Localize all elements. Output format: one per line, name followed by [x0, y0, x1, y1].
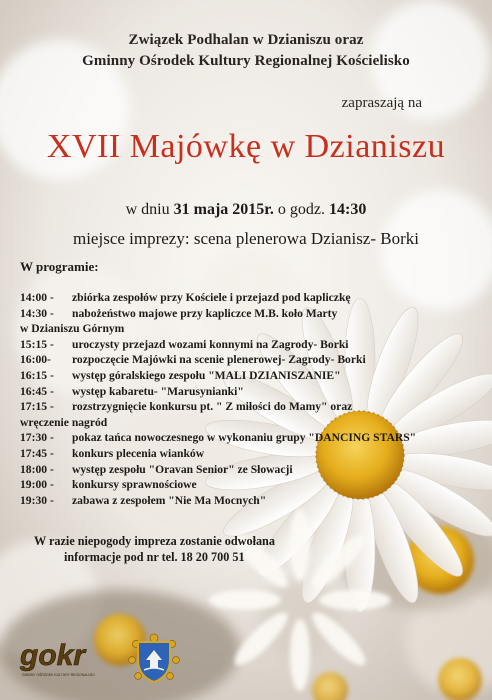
- event-time: 14:30: [329, 201, 367, 218]
- schedule-row-continuation: [20, 321, 482, 337]
- organizer-line-2: Gminny Ośrodek Kultury Regionalnej Kościelisko: [82, 53, 410, 69]
- schedule-time: 17:15 -: [20, 400, 54, 414]
- date-prefix: w dniu: [125, 201, 170, 218]
- schedule-text: zabawa z zespołem "Nie Ma Mocnych": [72, 493, 267, 507]
- event-date: 31 maja 2015r.: [173, 201, 274, 218]
- schedule-text: występ zespołu "Oravan Senior" ze Słowacji: [72, 462, 293, 476]
- schedule-text: występ kabaretu- "Marusynianki": [72, 384, 244, 398]
- notice-line-1: W razie niepogody impreza zostanie odwołana: [34, 534, 275, 548]
- schedule-time: 18:00 -: [20, 462, 54, 476]
- event-date-line: [0, 201, 492, 219]
- schedule-row: [20, 290, 482, 306]
- event-title: XVII Majówkę w Dzianiszu: [46, 128, 446, 165]
- organizer-line-1: Związek Podhalan w Dzianiszu oraz: [128, 32, 364, 48]
- notice-line-2: informacje pod nr tel. 18 20 700 51: [64, 550, 245, 564]
- schedule-time: 19:30 -: [20, 493, 54, 507]
- schedule-row: [20, 477, 482, 493]
- koscielisko-crest: [128, 630, 180, 686]
- schedule-text: występ góralskiego zespołu "MALI DZIANISZANIE": [72, 368, 341, 382]
- program-schedule: [20, 290, 482, 508]
- schedule-time: 15:15 -: [20, 337, 54, 351]
- schedule-text: konkursy sprawnościowe: [72, 478, 197, 492]
- schedule-row: [20, 446, 482, 462]
- schedule-row: [20, 352, 482, 368]
- schedule-text: nabożeństwo majowe przy kapliczce M.B. koło Marty: [72, 306, 338, 320]
- gokr-logo-subtitle: GMINNY OŚRODEK KULTURY REGIONALNEJ: [22, 673, 95, 677]
- schedule-row-continuation: [20, 415, 482, 431]
- time-prefix: o godz.: [277, 201, 326, 218]
- gokr-logo: [18, 636, 110, 680]
- schedule-time: 16:00-: [20, 353, 51, 367]
- schedule-time: 16:45 -: [20, 384, 54, 398]
- schedule-row: [20, 368, 482, 384]
- schedule-time: 19:00 -: [20, 478, 54, 492]
- weather-notice: [34, 533, 275, 565]
- schedule-text: zbiórka zespołów przy Kościele i przejazd pod kapliczkę: [72, 291, 351, 304]
- schedule-row: [20, 493, 482, 509]
- schedule-text: uroczysty przejazd wozami konnymi na Zagrody- Borki: [72, 337, 349, 351]
- program-heading: W programie:: [20, 259, 99, 274]
- gokr-logo-text: gokr: [20, 639, 86, 672]
- schedule-time: 17:30 -: [20, 431, 54, 445]
- schedule-row: [20, 399, 482, 415]
- schedule-time: 14:30 -: [20, 306, 54, 320]
- schedule-row: [20, 384, 482, 400]
- schedule-text: rozpoczęcie Majówki na scenie plenerowej- Zagrody- Borki: [72, 353, 366, 367]
- schedule-time: 17:45 -: [20, 446, 54, 460]
- schedule-row: [20, 337, 482, 353]
- schedule-time: 16:15 -: [20, 368, 54, 382]
- schedule-row: [20, 430, 482, 446]
- schedule-time: 14:00 -: [20, 291, 54, 304]
- schedule-text: wręczenie nagród: [20, 415, 108, 429]
- invite-text: zapraszają na: [341, 95, 422, 111]
- schedule-row: [20, 462, 482, 478]
- event-place: miejsce imprezy: scena plenerowa Dzianisz- Borki: [72, 229, 419, 248]
- schedule-row: [20, 306, 482, 322]
- schedule-text: konkurs plecenia wianków: [72, 446, 205, 460]
- schedule-text: rozstrzygnięcie konkursu pt. " Z miłości do Mamy" oraz: [72, 400, 353, 414]
- schedule-text: w Dzianiszu Górnym: [20, 322, 125, 336]
- schedule-text: pokaz tańca nowoczesnego w wykonaniu grupy "DANCING STARS": [72, 431, 417, 445]
